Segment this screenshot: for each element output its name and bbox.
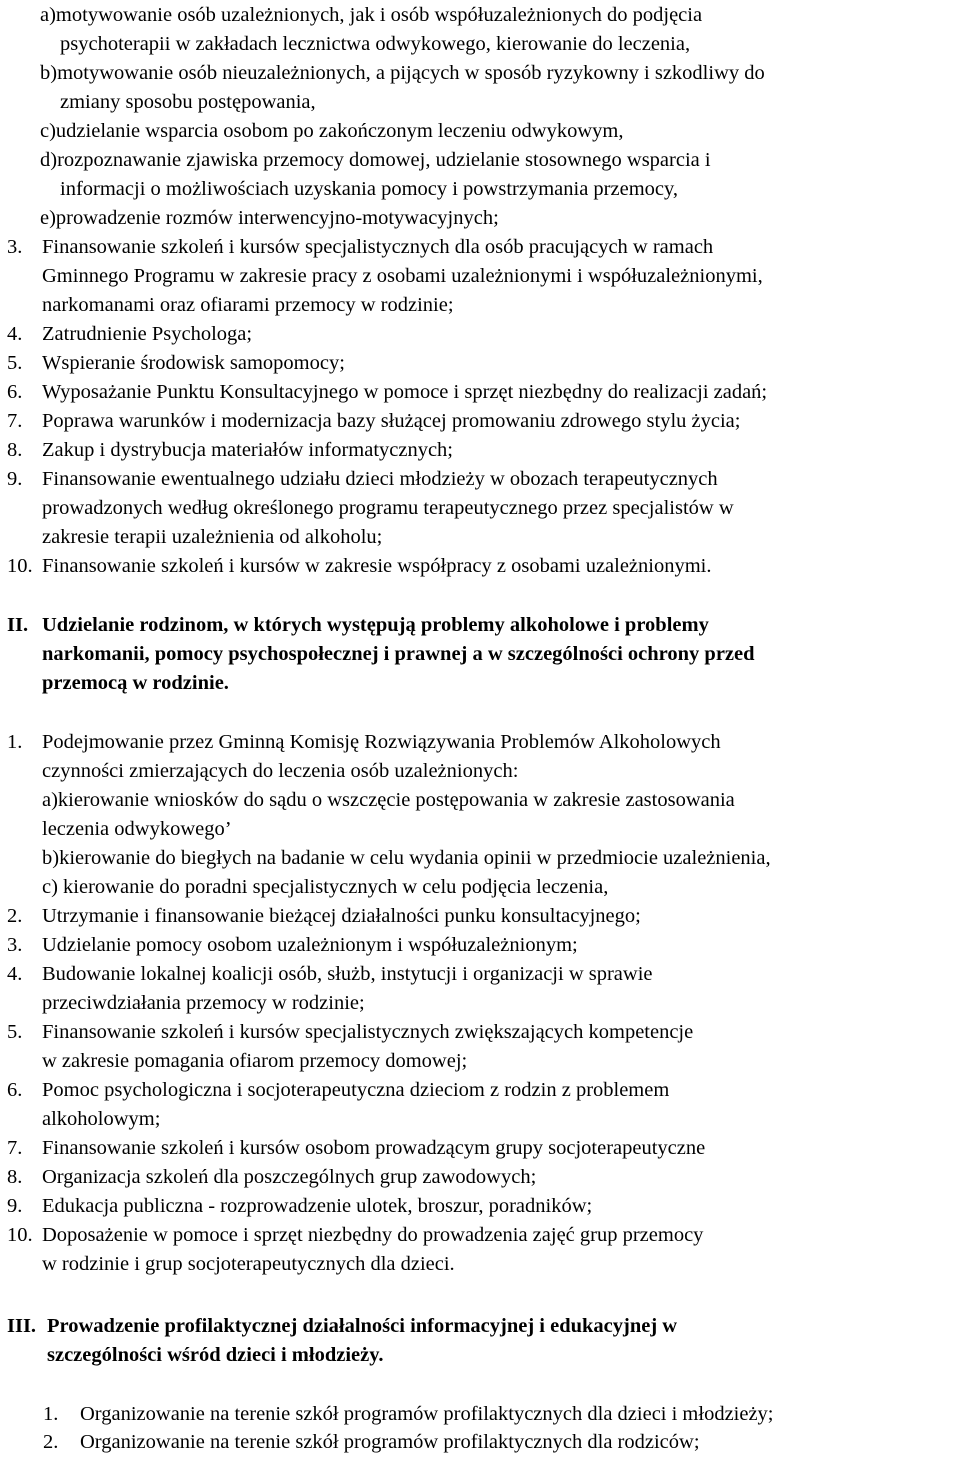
list3-item-1-line-1: Organizowanie na terenie szkół programów profilaktycznych dla dzieci i młodzieży; — [80, 1403, 774, 1425]
list1-item-8-number: 8. — [7, 439, 23, 461]
list2-item-7-line-1: Finansowanie szkoleń i kursów osobom prowadzącym grupy socjoterapeutyczne — [42, 1137, 706, 1159]
list2-item-4-number: 4. — [7, 963, 23, 985]
list2-item-9-number: 9. — [7, 1195, 23, 1217]
top-item-d-line-1: d)rozpoznawanie zjawiska przemocy domowej, udzielanie stosownego wsparcia i — [40, 149, 711, 171]
list1-item-9-line-2: prowadzonych według określonego programu terapeutycznego przez specjalistów w — [42, 497, 734, 519]
list2-item-1-line-5: b)kierowanie do biegłych na badanie w celu wydania opinii w przedmiocie uzależnienia, — [42, 847, 771, 869]
list2-item-4-line-2: przeciwdziałania przemocy w rodzinie; — [42, 992, 365, 1014]
list2-item-5-line-2: w zakresie pomagania ofiarom przemocy domowej; — [42, 1050, 468, 1072]
list1-item-3-line-3: narkomanami oraz ofiarami przemocy w rodzinie; — [42, 294, 454, 316]
section-3-heading-line-2: szczególności wśród dzieci i młodzieży. — [47, 1344, 384, 1366]
list2-item-10-number: 10. — [7, 1224, 33, 1246]
top-item-b-line-1: b)motywowanie osób nieuzależnionych, a pijących w sposób ryzykowny i szkodliwy do — [40, 62, 765, 84]
list2-item-4-line-1: Budowanie lokalnej koalicji osób, służb, instytucji i organizacji w sprawie — [42, 963, 653, 985]
list2-item-1-line-1: Podejmowanie przez Gminną Komisję Rozwiązywania Problemów Alkoholowych — [42, 731, 721, 753]
top-item-a-line-1: a)motywowanie osób uzależnionych, jak i osób współuzależnionych do podjęcia — [40, 4, 703, 26]
list1-item-7-line-1: Poprawa warunków i modernizacja bazy służącej promowaniu zdrowego stylu życia; — [42, 410, 741, 432]
list2-item-8-number: 8. — [7, 1166, 23, 1188]
list1-item-9-number: 9. — [7, 468, 23, 490]
section-2-heading-line-3: przemocą w rodzinie. — [42, 672, 229, 694]
list3-item-2-number: 2. — [43, 1431, 59, 1453]
list1-item-10-line-1: Finansowanie szkoleń i kursów w zakresie współpracy z osobami uzależnionymi. — [42, 555, 712, 577]
top-item-a-line-2: psychoterapii w zakładach lecznictwa odwykowego, kierowanie do leczenia, — [60, 33, 691, 55]
list3-item-2-line-1: Organizowanie na terenie szkół programów profilaktycznych dla rodziców; — [80, 1431, 700, 1453]
list2-item-6-number: 6. — [7, 1079, 23, 1101]
list1-item-9-line-1: Finansowanie ewentualnego udziału dzieci młodzieży w obozach terapeutycznych — [42, 468, 718, 490]
list2-item-8-line-1: Organizacja szkoleń dla poszczególnych grup zawodowych; — [42, 1166, 537, 1188]
list1-item-4-number: 4. — [7, 323, 23, 345]
list1-item-5-number: 5. — [7, 352, 23, 374]
top-item-e-line-1: e)prowadzenie rozmów interwencyjno-motywacyjnych; — [40, 207, 499, 229]
list2-item-3-line-1: Udzielanie pomocy osobom uzależnionym i współuzależnionym; — [42, 934, 578, 956]
list3-item-1-number: 1. — [43, 1403, 59, 1425]
list1-item-6-line-1: Wyposażanie Punktu Konsultacyjnego w pomoce i sprzęt niezbędny do realizacji zadań; — [42, 381, 768, 403]
list2-item-7-number: 7. — [7, 1137, 23, 1159]
list1-item-8-line-1: Zakup i dystrybucja materiałów informatycznych; — [42, 439, 454, 461]
list1-item-10-number: 10. — [7, 555, 33, 577]
top-item-b-line-2: zmiany sposobu postępowania, — [60, 91, 316, 113]
list2-item-1-number: 1. — [7, 731, 23, 753]
section-2-number: II. — [7, 614, 29, 636]
list2-item-5-number: 5. — [7, 1021, 23, 1043]
list1-item-3-number: 3. — [7, 236, 23, 258]
list1-item-5-line-1: Wspieranie środowisk samopomocy; — [42, 352, 345, 374]
list1-item-4-line-1: Zatrudnienie Psychologa; — [42, 323, 253, 345]
list2-item-10-line-1: Doposażenie w pomoce i sprzęt niezbędny do prowadzenia zajęć grup przemocy — [42, 1224, 704, 1246]
list1-item-6-number: 6. — [7, 381, 23, 403]
section-3-number: III. — [7, 1315, 37, 1337]
list1-item-7-number: 7. — [7, 410, 23, 432]
section-2-heading-line-1: Udzielanie rodzinom, w których występują problemy alkoholowe i problemy — [42, 614, 709, 636]
list2-item-5-line-1: Finansowanie szkoleń i kursów specjalistycznych zwiększających kompetencje — [42, 1021, 694, 1043]
list2-item-1-line-4: leczenia odwykowego’ — [42, 818, 232, 840]
list1-item-9-line-3: zakresie terapii uzależnienia od alkoholu; — [42, 526, 383, 548]
section-2-heading-line-2: narkomanii, pomocy psychospołecznej i prawnej a w szczególności ochrony przed — [42, 643, 755, 665]
list2-item-9-line-1: Edukacja publiczna - rozprowadzenie ulotek, broszur, poradników; — [42, 1195, 593, 1217]
list2-item-3-number: 3. — [7, 934, 23, 956]
section-3-heading-line-1: Prowadzenie profilaktycznej działalności informacyjnej i edukacyjnej w — [47, 1315, 678, 1337]
list2-item-6-line-2: alkoholowym; — [42, 1108, 161, 1130]
list2-item-2-line-1: Utrzymanie i finansowanie bieżącej działalności punku konsultacyjnego; — [42, 905, 641, 927]
list1-item-3-line-2: Gminnego Programu w zakresie pracy z osobami uzależnionymi i współuzależnionymi, — [42, 265, 763, 287]
list2-item-1-line-3: a)kierowanie wniosków do sądu o wszczęcie postępowania w zakresie zastosowania — [42, 789, 735, 811]
list2-item-6-line-1: Pomoc psychologiczna i socjoterapeutyczna dzieciom z rodzin z problemem — [42, 1079, 670, 1101]
list2-item-2-number: 2. — [7, 905, 23, 927]
list1-item-3-line-1: Finansowanie szkoleń i kursów specjalistycznych dla osób pracujących w ramach — [42, 236, 714, 258]
list2-item-10-line-2: w rodzinie i grup socjoterapeutycznych dla dzieci. — [42, 1253, 455, 1275]
list2-item-1-line-2: czynności zmierzających do leczenia osób uzależnionych: — [42, 760, 519, 782]
top-item-d-line-2: informacji o możliwościach uzyskania pomocy i powstrzymania przemocy, — [60, 178, 679, 200]
list2-item-1-line-6: c) kierowanie do poradni specjalistycznych w celu podjęcia leczenia, — [42, 876, 609, 898]
top-item-c-line-1: c)udzielanie wsparcia osobom po zakończonym leczeniu odwykowym, — [40, 120, 624, 142]
